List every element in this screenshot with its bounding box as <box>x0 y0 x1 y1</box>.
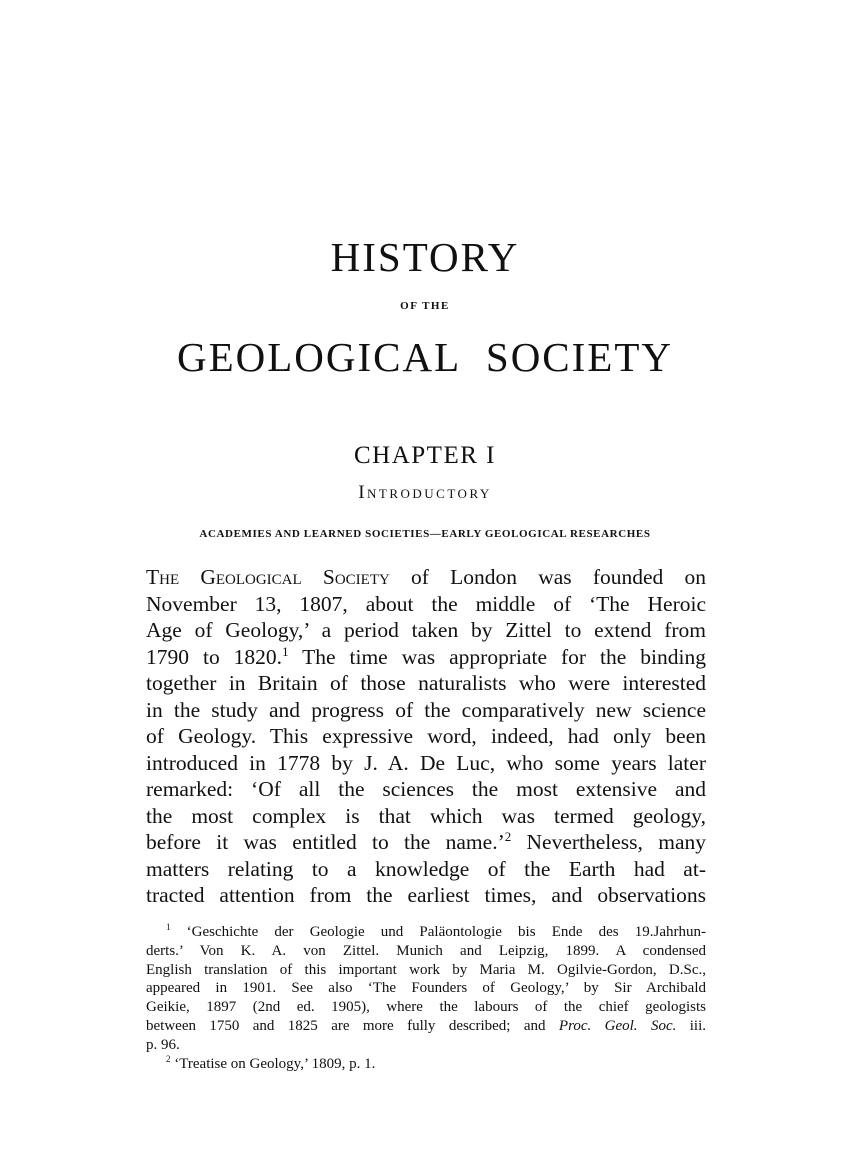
footnotes <box>146 923 706 1073</box>
book-title-geological-society: GEOLOGICAL SOCIETY <box>176 334 673 380</box>
body-line: November 13, 1807, about the middle of ‘The Heroic <box>146 591 706 616</box>
footnote-ref-2: 2 <box>504 829 512 844</box>
chapter-number: CHAPTER I <box>354 442 496 469</box>
footnote-1-line <box>146 1017 706 1036</box>
footnote-marker-2: 2 <box>166 1053 171 1064</box>
body-line: in the study and progress of the comparatively new science <box>146 697 706 722</box>
book-title-of-the: OF THE <box>400 300 450 312</box>
opening-small-caps: The Geological Society <box>146 565 390 589</box>
footnote-ref-1: 1 <box>282 644 289 659</box>
body-text-span: The time was appropriate for the binding <box>288 644 706 669</box>
body-line: together in Britain of those naturalists who were interested <box>146 671 706 695</box>
body-text-span: Nevertheless, many <box>511 830 706 854</box>
body-line: remarked: ‘Of all the sciences the most extensive and <box>146 777 706 801</box>
book-title-history: HISTORY <box>330 234 520 280</box>
body-text-span: before it was entitled to the name.’ <box>146 830 505 854</box>
chapter-title: Introductory <box>358 482 492 503</box>
footnote-text: between 1750 and 1825 are more fully described; and <box>146 1017 559 1034</box>
footnote-1-line: appeared in 1901. See also ‘The Founders of Geology,’ by Sir Archibald <box>146 980 706 997</box>
body-line: matters relating to a knowledge of the Earth had at- <box>146 856 706 881</box>
body-line: introduced in 1778 by J. A. De Luc, who some years later <box>146 750 706 775</box>
body-line <box>146 564 706 591</box>
footnote-1-line: Geikie, 1897 (2nd ed. 1905), where the labours of the chief geologists <box>146 999 706 1016</box>
footnote-1-line <box>146 923 706 942</box>
footnote-text: iii. <box>676 1017 707 1034</box>
journal-citation: Proc. Geol. Soc. <box>558 1017 677 1034</box>
footnote-text: ‘Geschichte der Geologie und Paläontologie bis Ende des 19.Jahrhun- <box>186 924 707 940</box>
body-line: of Geology. This expressive word, indeed, had only been <box>146 724 706 748</box>
body-line <box>146 644 706 671</box>
footnote-1-line: English translation of this important work by Maria M. Ogilvie-Gordon, D.Sc., <box>146 961 706 978</box>
body-line: Age of Geology,’ a period taken by Zittel to extend from <box>146 618 706 642</box>
body-line: the most complex is that which was termed geology, <box>146 803 706 828</box>
body-line <box>146 829 706 856</box>
body-text <box>146 564 706 909</box>
footnote-2-line <box>146 1055 706 1074</box>
chapter-summary: ACADEMIES AND LEARNED SOCIETIES—EARLY GEOLOGICAL RESEARCHES <box>199 528 651 540</box>
body-line: tracted attention from the earliest times, and observations <box>146 883 706 907</box>
body-text-span: 1790 to 1820. <box>146 644 283 669</box>
footnote-marker-1: 1 <box>166 922 171 932</box>
footnote-1-line: derts.’ Von K. A. von Zittel. Munich and Leipzig, 1899. A condensed <box>146 942 706 959</box>
body-text-span: of London was founded on <box>389 565 707 589</box>
footnote-text: ‘Treatise on Geology,’ 1809, p. 1. <box>174 1055 376 1072</box>
footnote-1-line: p. 96. <box>146 1036 180 1053</box>
